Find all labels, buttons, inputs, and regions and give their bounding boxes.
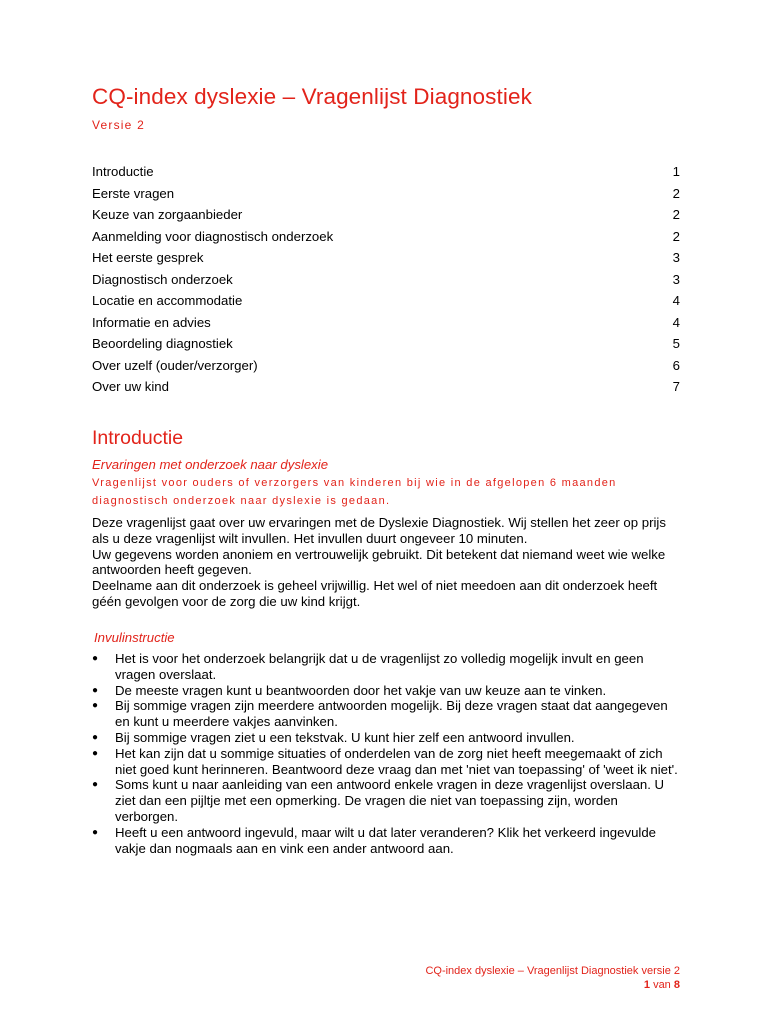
page-footer [425,964,680,992]
toc-entry-page: 6 [672,357,680,373]
toc-entry[interactable] [92,355,680,377]
bullet-icon: ● [92,700,99,712]
intro-paragraph: Deze vragenlijst gaat over uw ervaringen met de Dyslexie Diagnostiek. Wij stellen het zeer op prijs als u deze vragenlijst wilt invullen. Het invullen duurt ongeveer 10 minuten. [92,515,666,546]
toc-entry[interactable] [92,247,680,269]
bullet-icon: ● [92,684,99,696]
bullet-icon: ● [92,779,99,791]
intro-paragraph: Deelname aan dit onderzoek is geheel vrijwillig. Het wel of niet meedoen aan dit onderzoek heeft géén gevolgen voor de zorg die uw kind krijgt. [92,578,658,609]
list-item-text: Het kan zijn dat u sommige situaties of onderdelen van de zorg niet heeft meegemaakt of zich niet goed kunt herinneren. Beantwoord deze vraag dan met 'niet van toepassing' of 'weet ik niet'. [115,745,678,777]
toc-entry-label: Beoordeling diagnostiek [92,336,233,352]
toc-entry-page: 2 [672,185,680,201]
list-item [92,746,680,778]
toc-entry-page: 3 [672,250,680,266]
toc-entry-label: Keuze van zorgaanbieder [92,207,243,223]
toc-entry[interactable] [92,333,680,355]
toc-entry[interactable] [92,161,680,183]
intro-text [92,515,680,610]
list-item-text: Soms kunt u naar aanleiding van een antwoord enkele vragen in deze vragenlijst overslaan. U ziet dan een pijltje met een opmerking. De vragen die niet van toepassing zijn, worden verborgen. [115,777,665,824]
list-item [92,683,680,699]
list-item [92,730,680,746]
toc-entry-page: 1 [672,164,680,180]
toc-entry-page: 4 [672,293,680,309]
toc-entry-label: Over uzelf (ouder/verzorger) [92,357,258,373]
list-item-text: Bij sommige vragen zijn meerdere antwoorden mogelijk. Bij deze vragen staat dat aangegeven en kunt u meerdere vakjes aanvinken. [115,698,668,730]
list-item [92,698,680,730]
list-item [92,651,680,683]
toc-entry-label: Eerste vragen [92,185,175,201]
toc-entry-label: Over uw kind [92,379,169,395]
toc-entry[interactable] [92,269,680,291]
bullet-icon: ● [92,747,99,759]
toc-entry-label: Locatie en accommodatie [92,293,243,309]
toc-entry-label: Het eerste gesprek [92,250,204,266]
toc-entry[interactable] [92,226,680,248]
section-subtitle: Ervaringen met onderzoek naar dyslexie [92,457,329,472]
page-total: 8 [673,979,680,991]
page-current: 1 [643,979,650,991]
target-group-text: Vragenlijst voor ouders of verzorgers van kinderen bij wie in de afgelopen 6 maanden diagnostisch onderzoek naar dyslexie is gedaan. [92,477,617,507]
toc-entry-label: Diagnostisch onderzoek [92,271,233,287]
list-item-text: Het is voor het onderzoek belangrijk dat u de vragenlijst zo volledig mogelijk invult en geen vragen overslaat. [115,651,644,682]
toc-entry-page: 7 [672,379,680,395]
instructions-heading: Invulinstructie [94,630,175,645]
instructions-list [92,651,680,856]
document-page [92,0,680,1024]
list-item [92,777,680,824]
toc-entry-page: 3 [672,271,680,287]
section-heading-introductie: Introductie [92,427,184,449]
toc-entry[interactable] [92,312,680,334]
document-title: CQ-index dyslexie – Vragenlijst Diagnostiek [92,84,532,109]
toc-entry-label: Aanmelding voor diagnostisch onderzoek [92,228,334,244]
bullet-icon: ● [92,653,99,664]
intro-paragraph: Uw gegevens worden anoniem en vertrouwelijk gebruikt. Dit betekent dat niemand weet wie welke antwoorden heeft gegeven. [92,546,666,578]
toc-entry-label: Informatie en advies [92,314,211,330]
bullet-icon: ● [92,826,99,838]
toc-entry-label: Introductie [92,164,154,180]
toc-entry-page: 5 [672,336,680,352]
toc-entry[interactable] [92,376,680,398]
toc-entry[interactable] [92,290,680,312]
list-item-text: Heeft u een antwoord ingevuld, maar wilt u dat later veranderen? Klik het verkeerd ingevulde vakje dan nogmaals aan en vink een ander antwoord aan. [115,824,657,856]
toc-entry[interactable] [92,183,680,205]
list-item [92,825,680,857]
document-version: Versie 2 [92,118,145,132]
toc-entry-page: 4 [672,314,680,330]
toc-entry[interactable] [92,204,680,226]
toc-entry-page: 2 [672,228,680,244]
bullet-icon: ● [92,731,99,743]
list-item-text: De meeste vragen kunt u beantwoorden door het vakje van uw keuze aan te vinken. [115,682,607,698]
footer-document-label: CQ-index dyslexie – Vragenlijst Diagnostiek versie 2 [425,965,680,977]
list-item-text: Bij sommige vragen ziet u een tekstvak. U kunt hier zelf een antwoord invullen. [115,729,575,745]
toc-entry-page: 2 [672,207,680,223]
page-of-label: van [653,979,671,991]
table-of-contents [92,161,680,398]
page-number [425,978,680,992]
